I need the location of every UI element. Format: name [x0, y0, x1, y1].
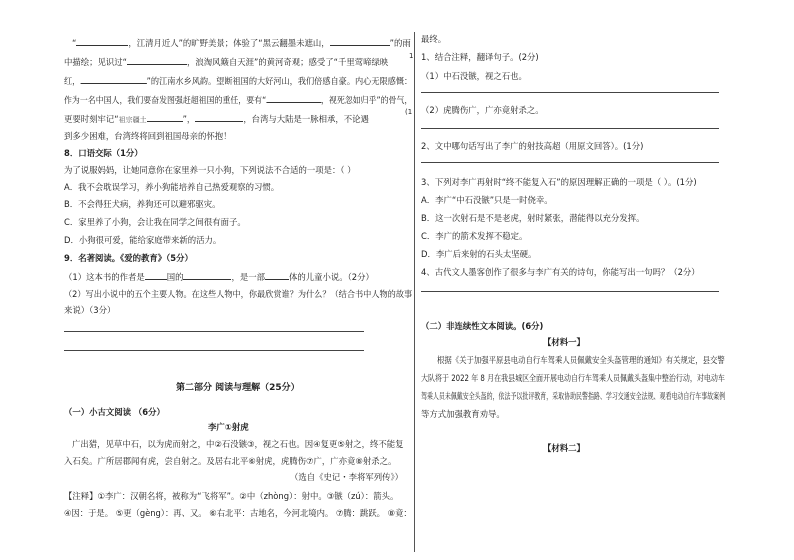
answer-line[interactable]	[64, 331, 364, 332]
material2-heading: 【材料二】	[543, 443, 585, 453]
q8-option-d[interactable]: D．小狗很可爱，能给家庭带来新的活力。	[64, 235, 222, 245]
q8-title: 8．口语交际（1分）	[64, 148, 143, 158]
section1-title: （一）小古文阅读 （6分）	[64, 407, 165, 417]
poetry-line-2: 中描绘；见识过“ ，浪淘风簸自天涯”的黄河奇观；感受了“千里莺啼绿映	[64, 57, 389, 67]
part2-title: 第二部分 阅读与理解（25分）	[176, 383, 300, 393]
poetry-line-3: 红， ”的江南水乡风韵。望断祖国的大好河山，我们倍感自豪。内心无限感慨：	[64, 76, 413, 86]
answer-blank[interactable]	[80, 74, 146, 84]
answer-blank[interactable]	[330, 36, 390, 46]
answer-blank[interactable]	[266, 93, 321, 103]
answer-blank[interactable]	[195, 112, 243, 122]
answer-blank[interactable]	[127, 55, 187, 65]
answer-blank[interactable]	[145, 270, 167, 280]
answer-line[interactable]	[64, 350, 364, 351]
margin-mark: 1	[409, 52, 414, 60]
answer-line[interactable]	[421, 128, 719, 129]
q1-sentence-1: （1）中石没镞，视之石也。	[421, 71, 527, 81]
continued-text: 最终。	[421, 34, 447, 44]
answer-blank[interactable]	[183, 270, 231, 280]
material1-line-2: 大队将于 2022 年 8 月在我县城区全面开展电动自行车驾乘人员佩戴头盔集中整治行动，对电动车	[421, 373, 725, 383]
q8-option-c[interactable]: C．家里养了小狗，会让我在同学之间很有面子。	[64, 217, 246, 227]
margin-mark: (1	[405, 108, 413, 116]
q9-title: 9．名著阅读。《爱的教育》（5分）	[64, 253, 193, 263]
answer-blank[interactable]	[147, 112, 183, 122]
q8-option-b[interactable]: B．不会得狂犬病，养狗还可以避邪驱灾。	[64, 199, 221, 209]
q9-part2-line1: （2）写出小说中的五个主要人物。在这些人物中，你最欣赏谁？为什么？（结合书中人物的故事	[64, 289, 413, 299]
poem-quote-fragment: 祖宗疆土	[118, 116, 147, 124]
material1-heading: 【材料一】	[543, 337, 585, 347]
answer-line[interactable]	[421, 291, 719, 292]
q1-title: 1、结合注释，翻译句子。(2分)	[421, 52, 539, 62]
notes-line-2: ④因：于是。 ⑤更（gèng）：再、又。 ⑥右北平：古地名，今河北境内。 ⑦腾：跳跃。 ⑧竟：	[64, 508, 412, 518]
q9-part1: （1）这本书的作者是 国的 ，是一部 体的儿童小说。（2分）	[64, 272, 374, 282]
section2-title: （二）非连续性文本阅读。(6分)	[421, 321, 544, 331]
material1-line-4: 等方式加强教育劝导。	[421, 409, 505, 419]
material1-line-1: 根据《关于加强平原县电动自行车驾乘人员佩戴安全头盔管理的通知》有关规定，县交警	[437, 355, 725, 365]
q4-title: 4、古代文人墨客创作了很多与李广有关的诗句，你能写出一句吗？（2分）	[421, 267, 700, 277]
notes-line-1: 【注释】①李广：汉朝名将，被称为“飞将军”。②中（zhòng）：射中。③镞（zú）：箭头。	[64, 491, 399, 501]
q3-title: 3、下列对李广再射时“终不能复入石”的原因理解正确的一项是（ ）。(1分)	[421, 177, 697, 187]
column-divider	[414, 32, 415, 552]
q3-option-b[interactable]: B．这一次射石是不是老虎，射时紧张，潜能得以充分发挥。	[421, 213, 645, 223]
q1-sentence-2: （2）虎腾伤广，广亦竟射杀之。	[421, 105, 544, 115]
poem-title: 李广①射虎	[208, 422, 249, 432]
q3-option-c[interactable]: C．李广的箭术发挥不稳定。	[421, 231, 528, 241]
passage-line-2: 入石矣。广所居郡闻有虎，尝自射之。及居右北平⑥射虎，虎腾伤⑦广，广亦竟⑧射杀之。	[64, 456, 397, 466]
poetry-line-1: “ ，江清月近人”的旷野美景；体验了“黑云翻墨未遮山， ”的雨	[72, 38, 411, 48]
passage-line-1: 广出猎，见草中石，以为虎而射之，中②石没镞③，视之石也。因④复更⑤射之，终不能复	[72, 439, 404, 449]
answer-line[interactable]	[421, 92, 719, 93]
answer-blank[interactable]	[76, 36, 128, 46]
passage-source: （选自《史记・李将军列传》）	[290, 472, 404, 482]
q9-part2-line2: 来说）（3分）	[64, 305, 116, 315]
poetry-line-5: 更要时刻牢记“祖宗疆土 ”， ，台湾与大陆是一脉相承，不论遇	[64, 114, 369, 124]
answer-blank[interactable]	[265, 270, 289, 280]
q2-title: 2、文中哪句话写出了李广的射技高超（用原文回答）。(1分)	[421, 141, 644, 151]
q3-option-a[interactable]: A．李广“中石没镞”只是一时侥幸。	[421, 195, 553, 205]
poetry-line-6: 到多少困难，台湾终将回到祖国母亲的怀抱！	[64, 131, 232, 141]
answer-line[interactable]	[421, 162, 719, 163]
q3-option-d[interactable]: D．李广后来射的石头太坚硬。	[421, 249, 537, 259]
poetry-line-4: 作为一名中国人，我们要奋发图强赶超祖国的重任，要有“ ，视死忽如归乎”的骨气，	[64, 95, 413, 105]
material1-line-3: 驾乘人员未佩戴安全头盔的，依法予以批评教育，采取协助民警指路、学习交通安全法规、观看电动自行车事故案例	[421, 391, 726, 401]
q8-text: 为了说服妈妈，让她同意你在家里养一只小狗，下列说法不合适的一项是：（ ）	[64, 165, 356, 175]
q8-option-a[interactable]: A．我不会耽误学习，养小狗能培养自己热爱观察的习惯。	[64, 182, 280, 192]
